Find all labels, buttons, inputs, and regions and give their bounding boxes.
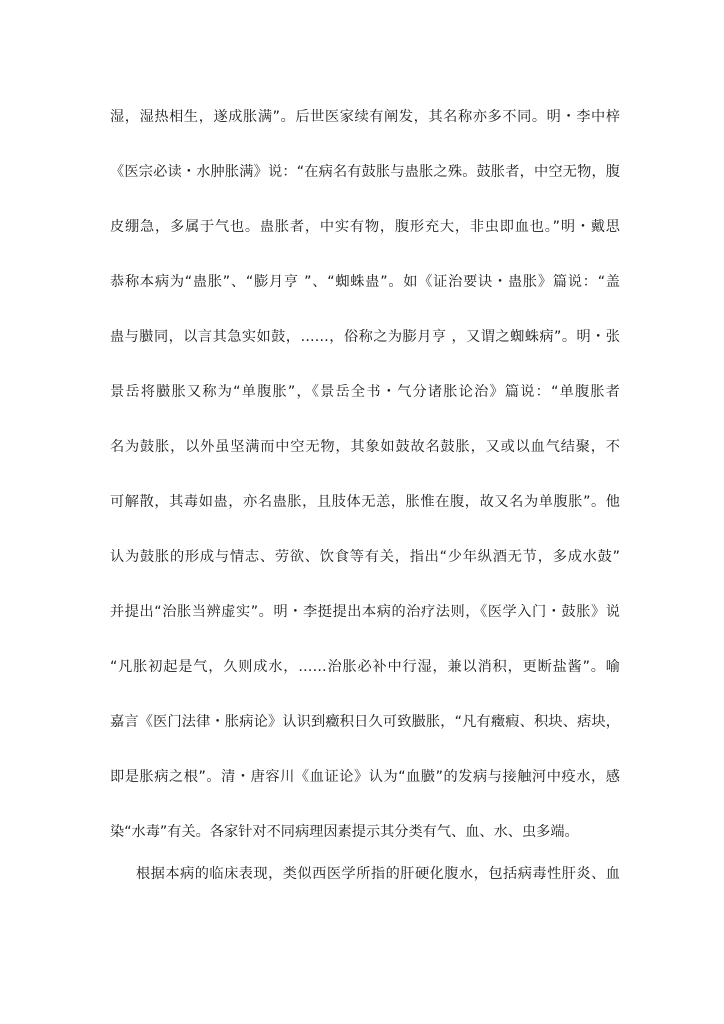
text-line: 《医宗必读・水肿胀满》说：“在病名有鼓胀与蛊胀之殊。鼓胀者，中空无物，腹	[110, 164, 620, 180]
text-line: 并提出“治胀当辨虚实”。明・李挺提出本病的治疗法则，《医学入门・鼓胀》说	[110, 604, 620, 620]
paragraph-first-line: 根据本病的临床表现，类似西医学所指的肝硬化腹水，包括病毒性肝炎、血	[136, 866, 620, 882]
text-line: 恭称本病为“蛊胀”、“膨月亨 ”、“蜘蛛蛊”。如《证治要诀・蛊胀》篇说：“盖	[110, 274, 620, 290]
text-line: 名为鼓胀，以外虽坚满而中空无物，其象如鼓故名鼓胀，又或以血气结聚，不	[110, 439, 620, 455]
text-line: 认为鼓胀的形成与情志、劳欲、饮食等有关，指出“少年纵酒无节，多成水鼓”	[110, 549, 620, 565]
text-line: 染“水毒”有关。各家针对不同病理因素提示其分类有气、血、水、虫多端。	[110, 824, 579, 840]
text-line: 景岳将臌胀又称为“单腹胀”，《景岳全书・气分诸胀论治》篇说：“单腹胀者	[110, 384, 620, 400]
text-line: 嘉言《医门法律・胀病论》认识到癥积日久可致臌胀，“凡有癥瘕、积块、痞块，	[110, 714, 620, 730]
text-line: “凡胀初起是气，久则成水，……治胀必补中行湿，兼以消积，更断盐酱”。喻	[110, 659, 620, 675]
text-line: 湿，湿热相生，遂成胀满”。后世医家续有阐发，其名称亦多不同。明・李中梓	[110, 109, 620, 125]
text-line: 蛊与臌同，以言其急实如鼓，……，俗称之为膨月亨 ，又谓之蜘蛛病”。明・张	[110, 329, 620, 345]
text-line: 皮绷急，多属于气也。蛊胀者，中实有物，腹形充大，非虫即血也。”明・戴思	[110, 219, 620, 235]
text-line: 可解散，其毒如蛊，亦名蛊胀，且肢体无恙，胀惟在腹，故又名为单腹胀”。他	[110, 494, 620, 510]
text-line: 即是胀病之根”。清・唐容川《血证论》认为“血臌”的发病与接触河中疫水，感	[110, 769, 620, 785]
